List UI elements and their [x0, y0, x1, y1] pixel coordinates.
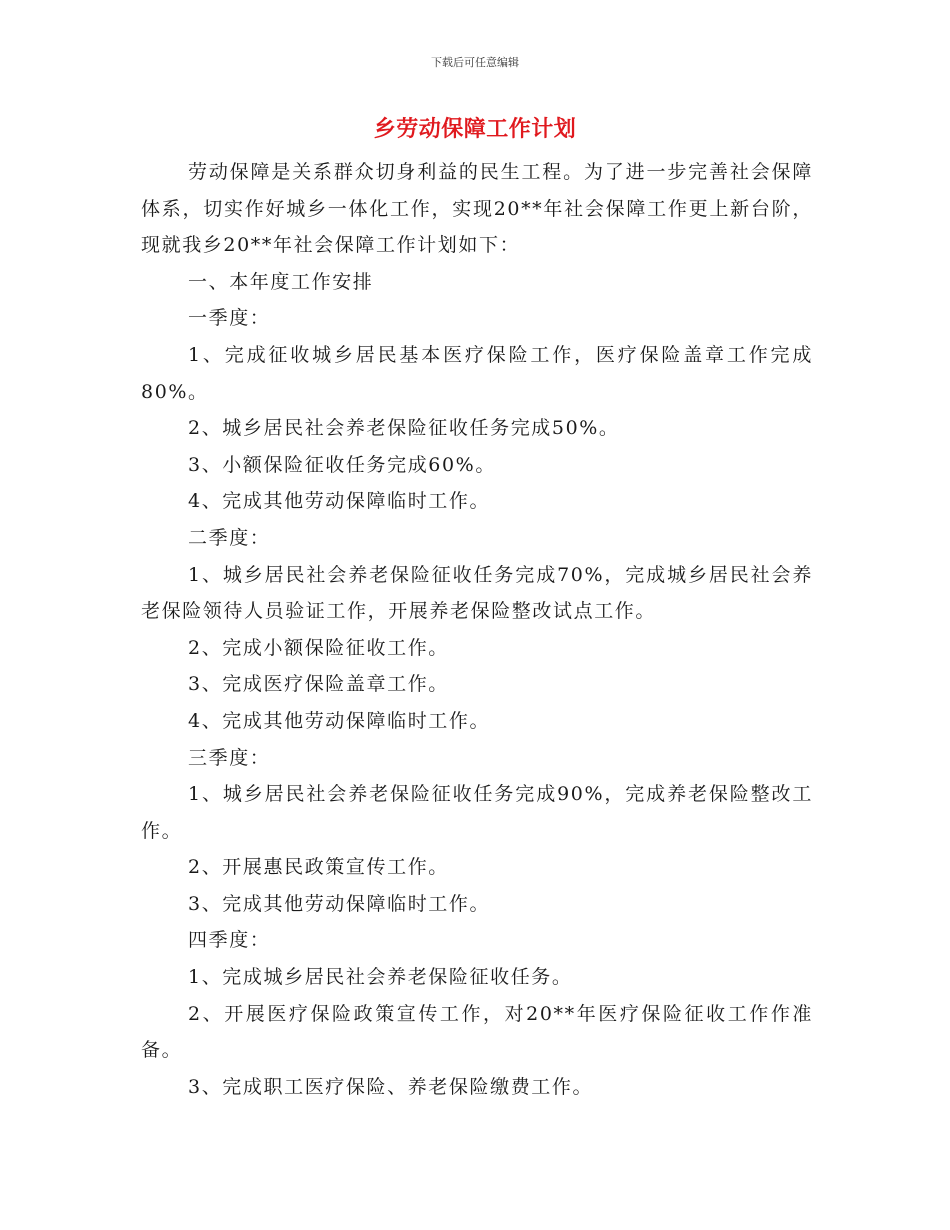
q2-item-2: 2、完成小额保险征收工作。 [188, 636, 449, 659]
intro-paragraph: 劳动保障是关系群众切身利益的民生工程。为了进一步完善社会保障体系，切实作好城乡一体化工作，实现20**年社会保障工作更上新台阶，现就我乡20**年社会保障工作计划如下： [141, 161, 813, 257]
quarter-2-heading: 二季度： [188, 526, 271, 549]
q1-item-1: 1、完成征收城乡居民基本医疗保险工作，医疗保险盖章工作完成80%。 [141, 343, 813, 403]
quarter-4-heading: 四季度： [188, 929, 271, 952]
q4-item-2: 2、开展医疗保险政策宣传工作，对20**年医疗保险征收工作作准备。 [141, 1002, 813, 1062]
section-heading: 一、本年度工作安排 [188, 270, 374, 293]
header-note: 下载后可任意编辑 [431, 56, 519, 69]
document-title: 乡劳动保障工作计划 [373, 117, 577, 142]
q2-item-4: 4、完成其他劳动保障临时工作。 [188, 709, 491, 732]
q1-item-4: 4、完成其他劳动保障临时工作。 [188, 490, 491, 513]
quarter-3-heading: 三季度： [188, 746, 271, 769]
q4-item-3: 3、完成职工医疗保险、养老保险缴费工作。 [188, 1075, 594, 1098]
q3-item-1: 1、城乡居民社会养老保险征收任务完成90%，完成养老保险整改工作。 [141, 783, 813, 842]
q2-item-1: 1、城乡居民社会养老保险征收任务完成70%，完成城乡居民社会养老保险领待人员验证工作，开展养老保险整改试点工作。 [141, 563, 813, 623]
q4-item-1: 1、完成城乡居民社会养老保险征收任务。 [188, 966, 573, 989]
document-body [141, 154, 813, 1105]
quarter-1-heading: 一季度： [188, 307, 271, 330]
q1-item-3: 3、小额保险征收任务完成60%。 [188, 453, 496, 476]
q3-item-3: 3、完成其他劳动保障临时工作。 [188, 892, 491, 915]
q3-item-2: 2、开展惠民政策宣传工作。 [188, 856, 449, 879]
q2-item-3: 3、完成医疗保险盖章工作。 [188, 673, 449, 696]
q1-item-2: 2、城乡居民社会养老保险征收任务完成50%。 [188, 417, 620, 440]
